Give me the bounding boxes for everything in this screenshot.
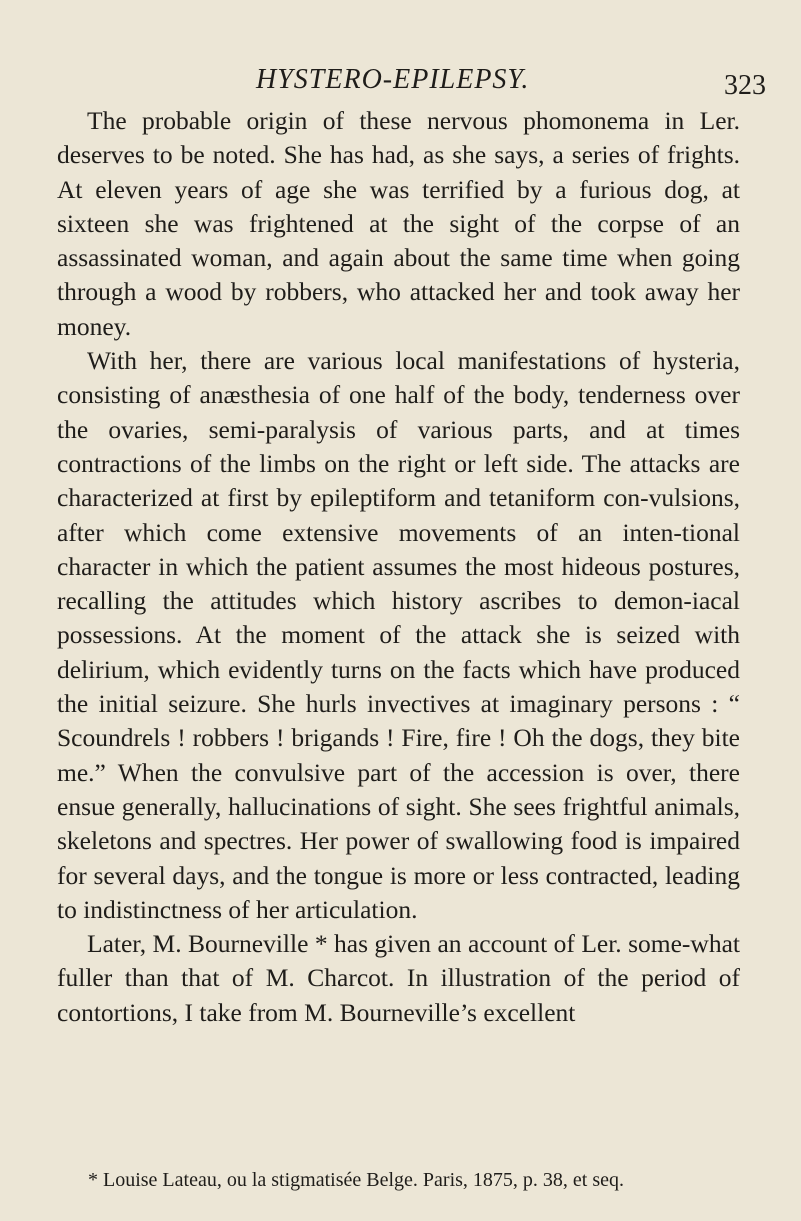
chapter-title: HYSTERO-EPILEPSY. bbox=[256, 64, 530, 95]
running-head bbox=[0, 64, 801, 104]
body-text bbox=[57, 104, 740, 1030]
paragraph-origin: The probable origin of these nervous phomonema in Ler. deserves to be noted. She has had, as she says, a series of frights. At eleven years of age she was terrified by a furious dog, at sixteen she was frightened at the sight of the corpse of an assassinated woman, and again about the same time when going through a wood by robbers, who attacked her and took away her money. bbox=[57, 106, 740, 341]
paragraph-manifestations: With her, there are various local manifestations of hysteria, consisting of anæsthesia of one half of the body, tenderness over the ovaries, semi-paralysis of various parts, and at times contractions of the limbs on the right or left side. The attacks are characterized at first by epileptiform and tetaniform con-vulsions, after which come extensive movements of an inten-tional character in which the patient assumes the most hideous postures, recalling the attitudes which history ascribes to demon-iacal possessions. At the moment of the attack she is seized with delirium, which evidently turns on the facts which have produced the initial seizure. She hurls invectives at imaginary persons : “ Scoundrels ! robbers ! brigands ! Fire, fire ! Oh the dogs, they bite me.” When the convulsive part of the accession is over, there ensue generally, hallucinations of sight. She sees frightful animals, skeletons and spectres. Her power of swallowing food is impaired for several days, and the tongue is more or less contracted, leading to indistinctness of her articulation. bbox=[57, 346, 740, 924]
page-number: 323 bbox=[724, 70, 766, 101]
paragraph-bourneville: Later, M. Bourneville * has given an account of Ler. some-what fuller than that of M. Charcot. In illustration of the period of contortions, I take from M. Bourneville’s excellent bbox=[57, 929, 740, 1027]
footnote: * Louise Lateau, ou la stigmatisée Belge. Paris, 1875, p. 38, et seq. bbox=[88, 1169, 624, 1191]
